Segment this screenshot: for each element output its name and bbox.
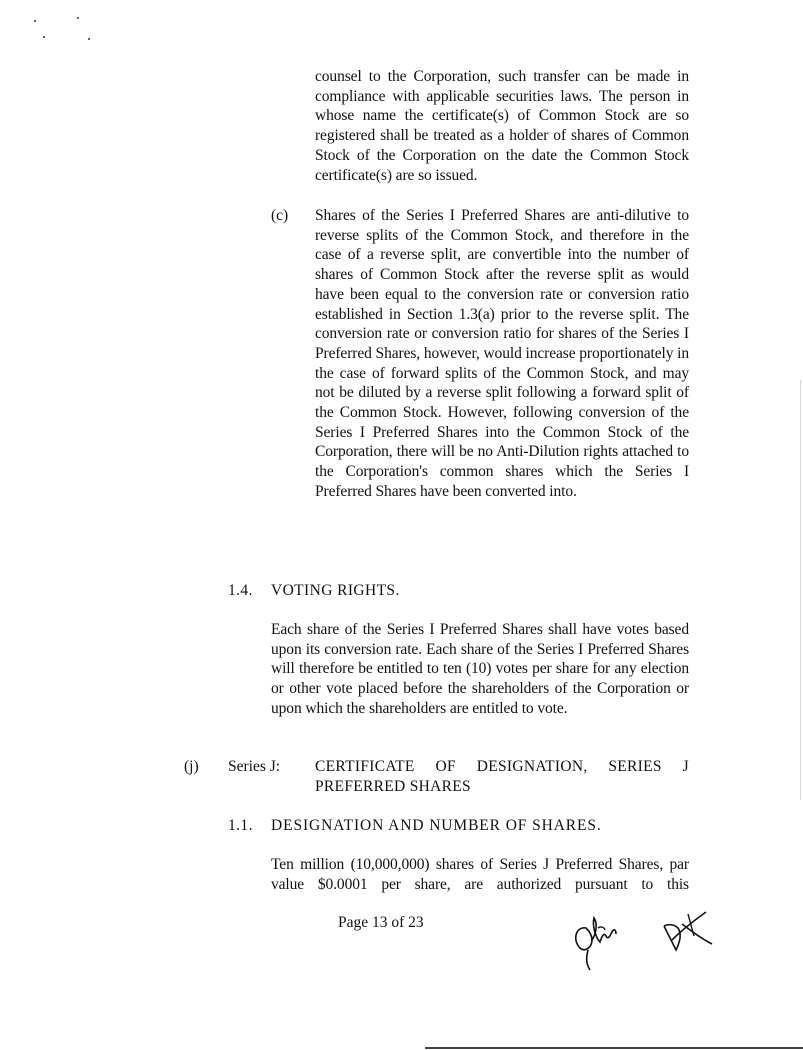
series-j-title-line1: CERTIFICATE OF DESIGNATION, SERIES J: [315, 758, 689, 775]
series-j-label: Series J:: [228, 758, 281, 775]
paragraph-transfer-continuation: [315, 67, 689, 185]
scan-bottom-line: [425, 1047, 803, 1049]
section-1-4-number: 1.4.: [228, 582, 253, 599]
series-j-title-line2: PREFERRED SHARES: [315, 777, 471, 795]
scan-mark: [88, 38, 90, 40]
paragraph-text: Shares of the Series I Preferred Shares are anti-dilutive to reverse splits of the Common Stock, and therefore in the case of a reverse split, are convertible into the number of shares of Common Stock after the reverse split as would have been equal to the conversion rate or conversion ratio established in Section 1.3(a) prior to the reverse split. The conversion rate or conversion ratio for shares of the Series I Preferred Shares, however, would increase proportionately in the case of forward splits of the Common Stock, and may not be diluted by a reverse split following a forward split of the Common Stock. However, following conversion of the Series I Preferred Shares into the Common Stock of the Corporation, there will be no Anti-Dilution rights attached to the Corporation's common shares which the Series I Preferred Shares have been converted into.: [315, 207, 689, 500]
paragraph-text: counsel to the Corporation, such transfer can be made in compliance with applicable securities laws. The person in whose name the certificate(s) of Common Stock are so registered shall be treated as a holder of shares of Common Stock of the Corporation on the date the Common Stock certificate(s) are so issued.: [315, 68, 689, 184]
scan-edge-line: [800, 380, 801, 800]
handwritten-initials-2: [658, 906, 718, 956]
paragraph-text: Each share of the Series I Preferred Shares shall have votes based upon its conversion rate. Each share of the Series I Preferred Shares will therefore be entitled to ten (10) votes per share for any election or other vote placed before the shareholders of the Corporation or upon which the shareholders are entitled to vote.: [271, 621, 689, 717]
clause-c-anti-dilution: [315, 206, 689, 502]
section-1-1-text: [271, 855, 689, 894]
handwritten-initials-1: [568, 906, 638, 976]
section-1-4-title: VOTING RIGHTS.: [271, 582, 400, 599]
series-j-title: [315, 757, 689, 796]
section-1-4-text: [271, 620, 689, 719]
item-j-label: (j): [184, 758, 199, 775]
page-number: Page 13 of 23: [338, 914, 424, 931]
scan-mark: [43, 36, 45, 38]
section-1-1-number: 1.1.: [228, 817, 253, 834]
paragraph-text: Ten million (10,000,000) shares of Series J Preferred Shares, par value $0.0001 per share, are authorized pursuant to this: [271, 856, 689, 893]
scan-mark: [34, 20, 36, 22]
scan-mark: [77, 17, 79, 19]
clause-c-label: (c): [271, 207, 289, 224]
section-1-1-title: DESIGNATION AND NUMBER OF SHARES.: [271, 817, 602, 834]
